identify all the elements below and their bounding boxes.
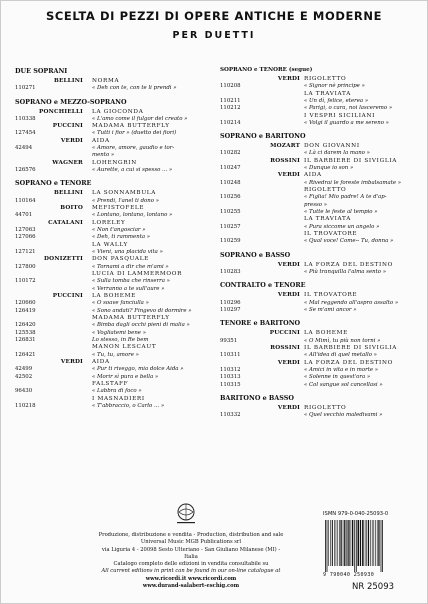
catalogue-code: 110296	[220, 299, 241, 306]
aria-line	[15, 212, 211, 219]
opera-entry	[220, 172, 420, 187]
aria-line	[15, 352, 211, 359]
aria-line	[15, 198, 211, 205]
opera-title: DON PASQUALE	[92, 256, 150, 263]
catalogue-code: 96430	[15, 388, 33, 395]
catalogue-code: 110212	[220, 105, 241, 112]
catalogue-number: NR 25093	[352, 582, 395, 592]
page-subtitle: PER DUETTI	[172, 30, 256, 41]
aria-line	[15, 227, 211, 234]
aria-line	[15, 152, 211, 159]
catalogue-code: 110208	[220, 83, 241, 90]
opera-entry	[15, 205, 211, 220]
catalogue-code: 110247	[220, 165, 241, 172]
footer-line: All current editions in print can be found in our on-line catalogue at	[101, 568, 281, 575]
aria-text: « Rivedrai le foreste imbalsamate »	[304, 179, 402, 186]
opera-title: LA FORZA DEL DESTINO	[304, 261, 394, 268]
opera-entry	[15, 242, 211, 257]
opera-title: IL BARBIERE DI SIVIGLIA	[304, 157, 398, 164]
catalogue-code: 127454	[15, 130, 36, 137]
catalogue-code: 127800	[15, 263, 36, 270]
aria-text: « Tornami a dir che m'ami »	[92, 263, 169, 270]
catalogue-code: 99351	[220, 337, 238, 344]
aria-text: « Volgi il guardo a me sereno »	[304, 119, 389, 126]
catalogue-code: 126419	[15, 307, 36, 314]
opera-entry	[15, 381, 211, 396]
opera-entry	[15, 256, 211, 271]
aria-line	[15, 85, 211, 92]
barcode-bar	[360, 520, 361, 566]
catalogue-code: 110172	[15, 278, 36, 285]
aria-text: « Qual voce! Come-- Tu, donna »	[304, 238, 394, 245]
opera-entry	[220, 158, 420, 173]
aria-line	[15, 264, 211, 271]
aria-text: presso »	[304, 201, 328, 208]
aria-text: « Sono andati? Fingevo di dormire »	[92, 307, 192, 314]
opera-title: RIGOLETTO	[304, 187, 347, 194]
aria-text: « Figlia! Mio padre! A te d'ap-	[304, 194, 387, 201]
catalogue-code: 110211	[220, 97, 241, 104]
opera-entry	[220, 216, 420, 231]
composer-name: BELLINI	[53, 78, 83, 84]
barcode-bar	[336, 520, 337, 566]
barcode-bar	[346, 520, 347, 566]
opera-entry	[220, 76, 420, 91]
aria-text: « Lontano, lontano, lontano »	[92, 212, 173, 219]
opera-title: AIDA	[304, 172, 322, 179]
opera-title: LOHENGRIN	[92, 159, 137, 166]
opera-title: I MASNADIERI	[92, 395, 145, 402]
barcode-bar	[354, 520, 355, 572]
catalogue-code: 110282	[220, 150, 241, 157]
barcode-bar	[328, 520, 329, 566]
section-heading: SOPRANO e TENORE (segue)	[220, 67, 313, 73]
footer-link[interactable]: www.durand-salabert-eschig.com	[142, 583, 240, 590]
aria-text: « Sulla tomba che rinserra »	[92, 278, 170, 285]
barcode-bar	[332, 520, 333, 566]
barcode-bar	[344, 520, 345, 566]
aria-line	[15, 286, 211, 293]
catalogue-code: 110248	[220, 179, 241, 186]
catalogue-code: 126420	[15, 322, 36, 329]
barcode-bar	[339, 520, 340, 566]
barcode-bar	[352, 520, 353, 566]
opera-entry	[15, 123, 211, 138]
aria-line	[220, 105, 420, 112]
barcode-bar	[377, 520, 378, 566]
barcode-bar	[348, 520, 349, 566]
aria-line	[220, 300, 420, 307]
barcode-bar	[366, 520, 367, 566]
aria-line	[220, 98, 420, 105]
barcode-bar	[381, 520, 382, 572]
barcode-bar	[337, 520, 338, 566]
aria-line	[220, 194, 420, 201]
footer-line: Universal Music MGB Publications srl	[140, 539, 242, 546]
barcode-bar	[362, 520, 364, 566]
catalogue-code: 110297	[220, 306, 241, 313]
footer-link[interactable]: www.ricordi.it www.ricordi.com	[145, 575, 237, 582]
aria-line	[220, 382, 420, 389]
opera-title: RIGOLETTO	[304, 404, 347, 411]
barcode-bar	[334, 520, 335, 566]
aria-text: « Mal reggendo all'aspro assalto »	[304, 299, 399, 306]
opera-entry	[220, 262, 420, 277]
aria-line	[15, 322, 211, 329]
opera-entry	[15, 220, 211, 242]
aria-text: « Tutti i fior » (duetto dei fiori)	[92, 130, 177, 137]
universal-music-logo	[173, 501, 199, 527]
opera-entry	[15, 330, 211, 345]
aria-line	[220, 338, 420, 345]
aria-text: « Là ci darem la mano »	[304, 150, 370, 157]
aria-text: « Vogliatemi bene »	[92, 329, 146, 336]
barcode-bar	[378, 520, 379, 566]
opera-title: LA BOHEME	[304, 330, 349, 337]
publisher-footer	[96, 532, 286, 590]
catalogue-code: 42499	[15, 366, 33, 373]
opera-entry	[15, 315, 211, 330]
opera-entry	[15, 271, 211, 293]
catalogue-code: 125538	[15, 329, 36, 336]
opera-title: LA SONNAMBULA	[92, 190, 157, 197]
section-heading: SOPRANO e BASSO	[220, 250, 291, 259]
opera-entry	[220, 231, 420, 246]
aria-line	[15, 234, 211, 241]
aria-line	[220, 269, 420, 276]
aria-text: « Un dì, felice, eterea »	[304, 97, 369, 104]
composer-name: ROSSINI	[270, 344, 300, 351]
aria-line	[15, 374, 211, 381]
composer-name: MOZART	[270, 143, 300, 150]
aria-line	[15, 278, 211, 285]
aria-line	[220, 374, 420, 381]
composer-name: CATALANI	[48, 219, 83, 226]
aria-line	[15, 167, 211, 174]
aria-text: « Labbra di foco »	[92, 388, 142, 395]
aria-line	[15, 337, 211, 344]
barcode-bar	[368, 520, 369, 566]
composer-name: VERDI	[277, 359, 300, 366]
opera-title: FALSTAFF	[92, 380, 129, 387]
catalogue-code: 110218	[15, 402, 36, 409]
ismn-number: ISMN 979-0-040-25093-0	[323, 511, 389, 517]
section-heading: SOPRANO e MEZZO-SOPRANO	[15, 97, 127, 106]
aria-line	[220, 224, 420, 231]
opera-entry	[220, 113, 420, 128]
catalogue-code: 126421	[15, 351, 36, 358]
composer-name: DONIZETTI	[44, 256, 83, 263]
section-heading: CONTRALTO e TENORE	[220, 281, 306, 290]
catalogue-code: 110271	[15, 85, 36, 92]
opera-title: RIGOLETTO	[304, 76, 347, 82]
opera-entry	[220, 330, 420, 345]
aria-text: « Se m'ami ancor »	[304, 306, 357, 313]
opera-title: IL TROVATORE	[304, 292, 358, 299]
opera-title: LA BOHEME	[92, 292, 137, 299]
aria-text: « Pura siccome un angelo »	[304, 223, 380, 230]
composer-name: VERDI	[277, 172, 300, 179]
aria-text: « Morir sì pura e bella »	[92, 373, 159, 380]
aria-text: « Prendi, l'anel ti dono »	[92, 197, 160, 204]
opera-title: MADAMA BUTTERFLY	[92, 314, 170, 321]
section-heading: BARITONO e BASSO	[220, 393, 294, 402]
catalogue-code: 110214	[220, 119, 241, 126]
opera-title: DON GIOVANNI	[304, 143, 360, 150]
composer-name: PUCCINI	[269, 330, 300, 337]
catalogue-code: 42494	[15, 145, 33, 152]
aria-text: mento »	[92, 152, 115, 159]
aria-line	[15, 145, 211, 152]
footer-line: Produzione, distribuzione e vendita - Production, distribution and sale	[98, 532, 284, 538]
opera-entry	[220, 91, 420, 113]
aria-line	[15, 249, 211, 256]
barcode-bar	[372, 520, 373, 566]
barcode-bar	[343, 520, 344, 566]
left-column	[15, 67, 211, 410]
opera-title: LA GIOCONDA	[92, 108, 144, 115]
catalogue-code: 44701	[15, 212, 33, 219]
catalogue-code: 110164	[15, 197, 36, 204]
aria-text: « Signor nè principe »	[304, 83, 365, 90]
catalogue-code: 110257	[220, 223, 241, 230]
aria-line	[15, 130, 211, 137]
barcode-bar	[330, 520, 331, 566]
barcode-bar	[340, 520, 341, 566]
opera-title: LORELEY	[92, 219, 126, 226]
opera-title: MADAMA BUTTERFLY	[92, 123, 170, 130]
opera-title: IL BARBIERE DI SIVIGLIA	[304, 344, 398, 351]
barcode-bar	[358, 520, 360, 566]
aria-text: « All'idea di quel metallo »	[304, 352, 377, 359]
aria-line	[15, 116, 211, 123]
catalogue-code: 127066	[15, 234, 36, 241]
composer-name: PUCCINI	[52, 123, 83, 130]
opera-entry	[15, 138, 211, 160]
aria-line	[220, 165, 420, 172]
aria-text: « Parigi, o cara, noi lasceremo »	[304, 105, 393, 112]
barcode-bar	[382, 520, 383, 572]
catalogue-code: 110256	[220, 194, 241, 201]
opera-entry	[15, 359, 211, 381]
opera-entry	[15, 109, 211, 124]
aria-line	[15, 330, 211, 337]
aria-line	[15, 308, 211, 315]
opera-title: LA FORZA DEL DESTINO	[304, 359, 394, 366]
opera-title: NORMA	[92, 78, 120, 84]
section-heading: SOPRANO e TENORE	[15, 179, 92, 188]
opera-entry	[15, 396, 211, 411]
aria-text: « Solenne in quest'ora »	[304, 374, 371, 381]
catalogue-code: 110338	[15, 115, 36, 122]
opera-entry	[220, 292, 420, 314]
catalogue-code: 42502	[15, 373, 33, 380]
opera-entry	[220, 405, 420, 420]
catalogue-code: 110312	[220, 366, 241, 373]
composer-name: VERDI	[277, 404, 300, 411]
composer-name: BOITO	[60, 205, 83, 212]
catalogue-code: 110315	[220, 381, 241, 388]
composer-name: VERDI	[60, 358, 83, 365]
aria-text: « O soave fanciulla »	[92, 300, 149, 307]
aria-text: « O Mimì, tu più non torni »	[304, 337, 381, 344]
page-title: SCELTA DI PEZZI DI OPERE ANTICHE E MODERNE	[45, 9, 383, 23]
aria-line	[15, 300, 211, 307]
aria-text: « Dunque io son »	[304, 165, 354, 172]
catalogue-code: 126831	[15, 336, 36, 343]
aria-text: « Tutte le feste al tempio »	[304, 209, 378, 216]
aria-line	[220, 238, 420, 245]
composer-name: WAGNER	[52, 159, 83, 166]
barcode-bar	[374, 520, 375, 566]
aria-text: « Deh, ti rammenta »	[92, 234, 151, 241]
opera-title: LUCIA DI LAMMERMOOR	[92, 270, 183, 277]
catalogue-code: 110259	[220, 238, 241, 245]
aria-line	[15, 366, 211, 373]
barcode-image	[323, 520, 411, 572]
aria-line	[220, 367, 420, 374]
composer-name: VERDI	[277, 76, 300, 82]
opera-entry	[15, 160, 211, 175]
opera-entry	[220, 187, 420, 216]
opera-title: I VESPRI SICILIANI	[304, 112, 376, 119]
aria-text: « Amici in vita e in morte »	[304, 366, 379, 373]
section-heading: TENORE e BARITONO	[220, 319, 301, 328]
barcode-area	[323, 511, 413, 578]
aria-text: « Non t'angosciar »	[92, 226, 146, 233]
aria-line	[220, 150, 420, 157]
catalogue-code: 110283	[220, 268, 241, 275]
composer-name: ROSSINI	[270, 157, 300, 164]
aria-line	[220, 412, 420, 419]
aria-text: « Aurette, a cui si spesso ... »	[92, 167, 173, 174]
footer-line: Catalogo completo delle edizioni in vendita consultabile su	[113, 561, 269, 568]
barcode-digits: 9 790040 250930	[323, 572, 375, 578]
aria-line	[220, 202, 420, 209]
composer-name: PONCHIELLI	[39, 108, 83, 115]
section-heading: SOPRANO e BARITONO	[220, 132, 306, 141]
catalogue-code: 127121	[15, 248, 36, 255]
catalogue-code: 110311	[220, 352, 241, 359]
barcode-bar	[351, 520, 352, 566]
opera-title: LA WALLY	[92, 241, 128, 248]
opera-entry	[15, 78, 211, 93]
aria-text: « Pur ti riveggo, mia dolce Aida »	[92, 366, 184, 373]
opera-title: AIDA	[92, 358, 110, 365]
aria-text: « Tu, tu, amore »	[92, 351, 139, 358]
barcode-bar	[356, 520, 357, 572]
aria-line	[15, 403, 211, 410]
aria-text: « Più tranquilla l'alma sento »	[304, 268, 387, 275]
right-column	[220, 67, 420, 420]
aria-text: « Col sangue sol cancellasi »	[304, 381, 383, 388]
opera-title: LA TRAVIATA	[304, 216, 352, 223]
aria-line	[220, 209, 420, 216]
composer-name: VERDI	[277, 292, 300, 299]
opera-entry	[220, 360, 420, 389]
opera-entry	[15, 293, 211, 315]
composer-name: PUCCINI	[52, 292, 83, 299]
catalogue-code: 110332	[220, 412, 241, 419]
barcode-bar	[375, 520, 376, 566]
aria-line	[220, 120, 420, 127]
aria-text: « Deh con te, con te li prendi »	[92, 85, 177, 92]
aria-text: « Bimba dagli occhi pieni di malia »	[92, 322, 190, 329]
aria-text: « Amore, amore, gaudio e tor-	[92, 145, 175, 152]
opera-entry	[15, 344, 211, 359]
aria-text: Lo stesso, in Re bem	[92, 336, 149, 343]
aria-text: « Verranno a te sull'aure »	[92, 285, 165, 292]
opera-title: MEFISTOFELE	[92, 205, 145, 212]
opera-entry	[15, 190, 211, 205]
footer-line: via Liguria 4 - 20098 Sesto Ulteriano - San Giuliano Milanese (MI) - Italia	[101, 546, 281, 560]
opera-title: IL TROVATORE	[304, 231, 358, 238]
aria-line	[220, 307, 420, 314]
aria-line	[15, 388, 211, 395]
section-heading: DUE SOPRANI	[15, 67, 68, 75]
barcode-bar	[365, 520, 366, 566]
catalogue-code: 110255	[220, 209, 241, 216]
aria-line	[220, 83, 420, 90]
aria-text: « Quel vecchio maledivami »	[304, 412, 383, 419]
catalogue-code: 127063	[15, 226, 36, 233]
barcode-bar	[325, 520, 326, 572]
barcode-bar	[327, 520, 328, 572]
opera-title: AIDA	[92, 137, 110, 144]
aria-text: « T'abbraccio, o Carlo ... »	[92, 402, 165, 409]
aria-text: « L'amo come il fulgor del creato »	[92, 115, 188, 122]
composer-name: BELLINI	[53, 190, 83, 197]
opera-entry	[220, 345, 420, 360]
aria-text: « Vieni, una placida vita »	[92, 248, 163, 255]
composer-name: VERDI	[277, 261, 300, 268]
composer-name: VERDI	[60, 137, 83, 144]
catalogue-code: 110313	[220, 374, 241, 381]
aria-line	[220, 352, 420, 359]
barcode-bar	[370, 520, 371, 566]
opera-title: LA TRAVIATA	[304, 90, 352, 97]
catalogue-code: 126576	[15, 167, 36, 174]
aria-line	[220, 180, 420, 187]
opera-entry	[220, 143, 420, 158]
opera-title: MANON LESCAUT	[92, 344, 157, 351]
catalogue-code: 120660	[15, 300, 36, 307]
